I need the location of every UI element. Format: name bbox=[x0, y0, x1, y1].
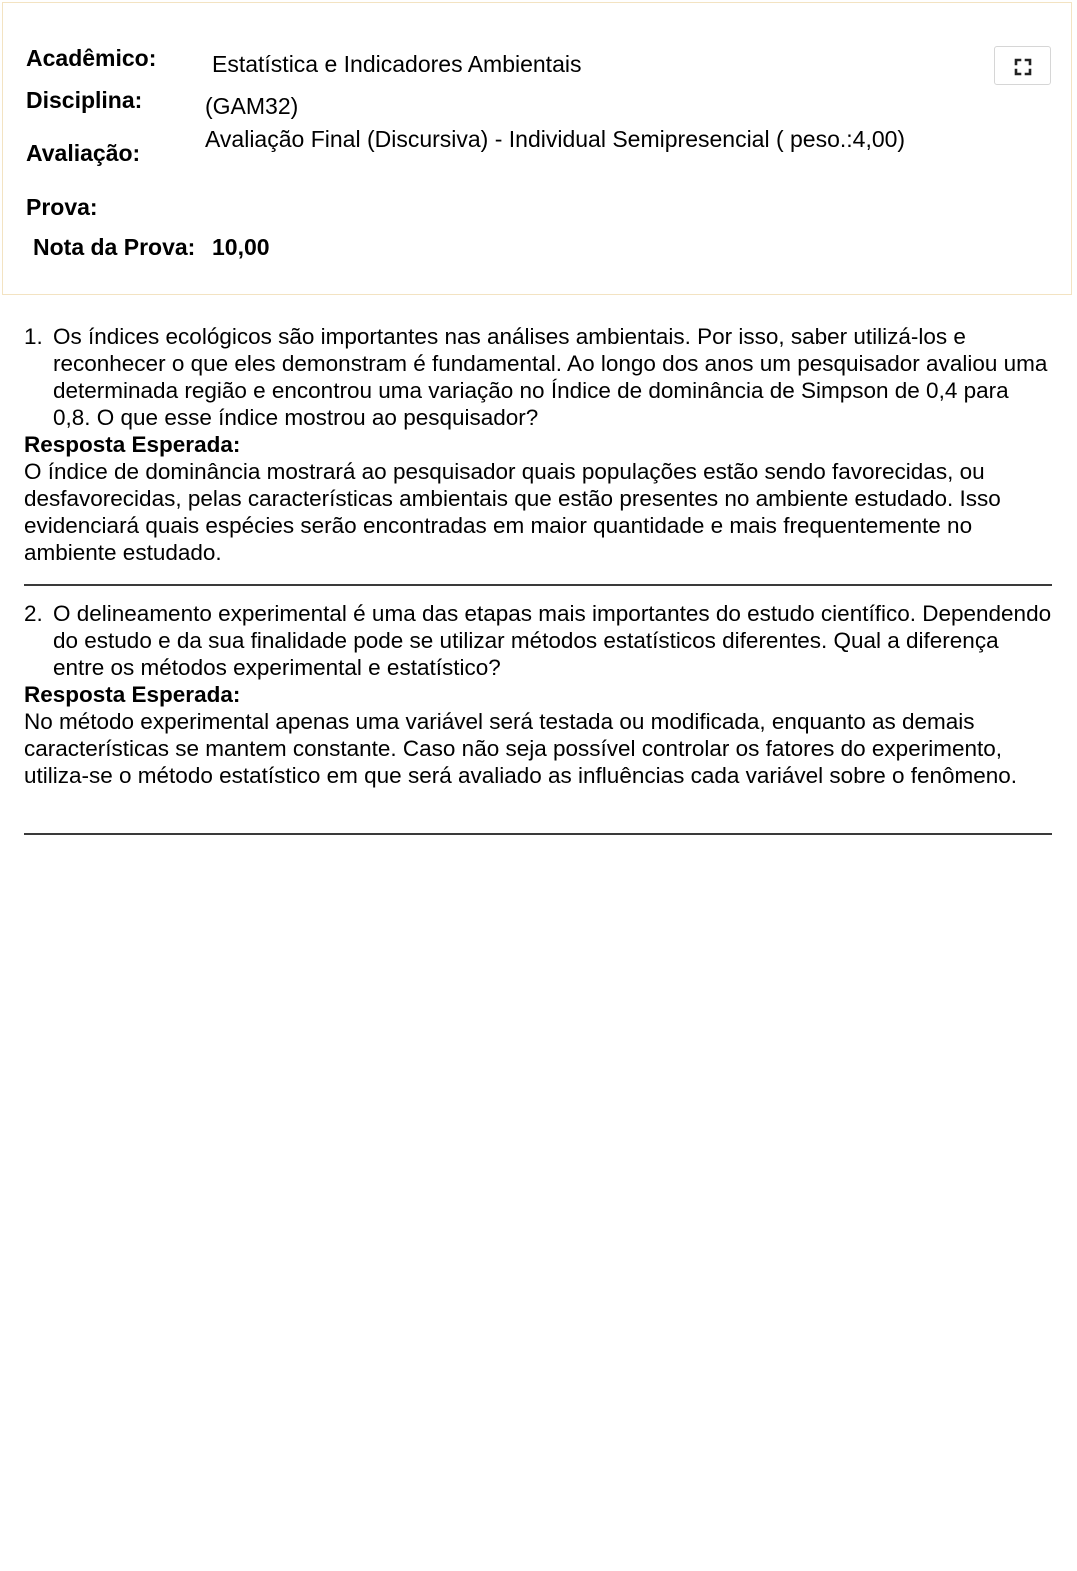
question-text: Os índices ecológicos são importantes nas análises ambientais. Por isso, saber utilizá-los e reconhecer o que eles demonstram é fundamental. Ao longo dos anos um pesquisador avaliou uma determinada região e encontrou uma variação no Índice de dominância de Simpson de 0,4 para 0,8. O que esse índice mostrou ao pesquisador? bbox=[53, 324, 1048, 430]
question-2 bbox=[24, 600, 1052, 789]
avaliacao-value: Avaliação Final (Discursiva) - Individual Semipresencial ( peso.:4,00) bbox=[205, 126, 906, 152]
answer-label: Resposta Esperada: bbox=[24, 432, 241, 457]
academico-label: Acadêmico: bbox=[26, 45, 157, 71]
expand-icon bbox=[1014, 58, 1032, 76]
answer-text: O índice de dominância mostrará ao pesquisador quais populações estão sendo favorecidas, ou desfavorecidas, pelas características ambientais que estão presentes no ambiente estudado. Isso evidenciará quais espécies serão encontradas em maior quantidade e mais frequentemente no ambiente estudado. bbox=[24, 459, 1001, 565]
exam-header bbox=[2, 2, 1072, 295]
answer-label: Resposta Esperada: bbox=[24, 682, 241, 707]
divider bbox=[24, 584, 1052, 586]
expand-button[interactable] bbox=[994, 46, 1051, 85]
disciplina-value: (GAM32) bbox=[205, 93, 299, 119]
question-number: 2. bbox=[24, 601, 43, 626]
answer-text: No método experimental apenas uma variável será testada ou modificada, enquanto as demais características se mantem constante. Caso não seja possível controlar os fatores do experimento, utiliza-se o método estatístico em que será avaliado as influências cada variável sobre o fenômeno. bbox=[24, 709, 1018, 788]
avaliacao-label: Avaliação: bbox=[26, 140, 141, 166]
nota-label: Nota da Prova: bbox=[33, 234, 196, 260]
divider bbox=[24, 833, 1052, 835]
nota-value: 10,00 bbox=[212, 234, 270, 260]
academico-value: Estatística e Indicadores Ambientais bbox=[212, 51, 582, 77]
disciplina-label: Disciplina: bbox=[26, 87, 143, 113]
question-text: O delineamento experimental é uma das etapas mais importantes do estudo científico. Dependendo do estudo e da sua finalidade pode se utilizar métodos estatísticos diferentes. Qual a diferença entre os métodos experimental e estatístico? bbox=[53, 601, 1052, 680]
prova-label: Prova: bbox=[26, 194, 98, 220]
question-1 bbox=[24, 323, 1052, 566]
question-number: 1. bbox=[24, 324, 43, 349]
